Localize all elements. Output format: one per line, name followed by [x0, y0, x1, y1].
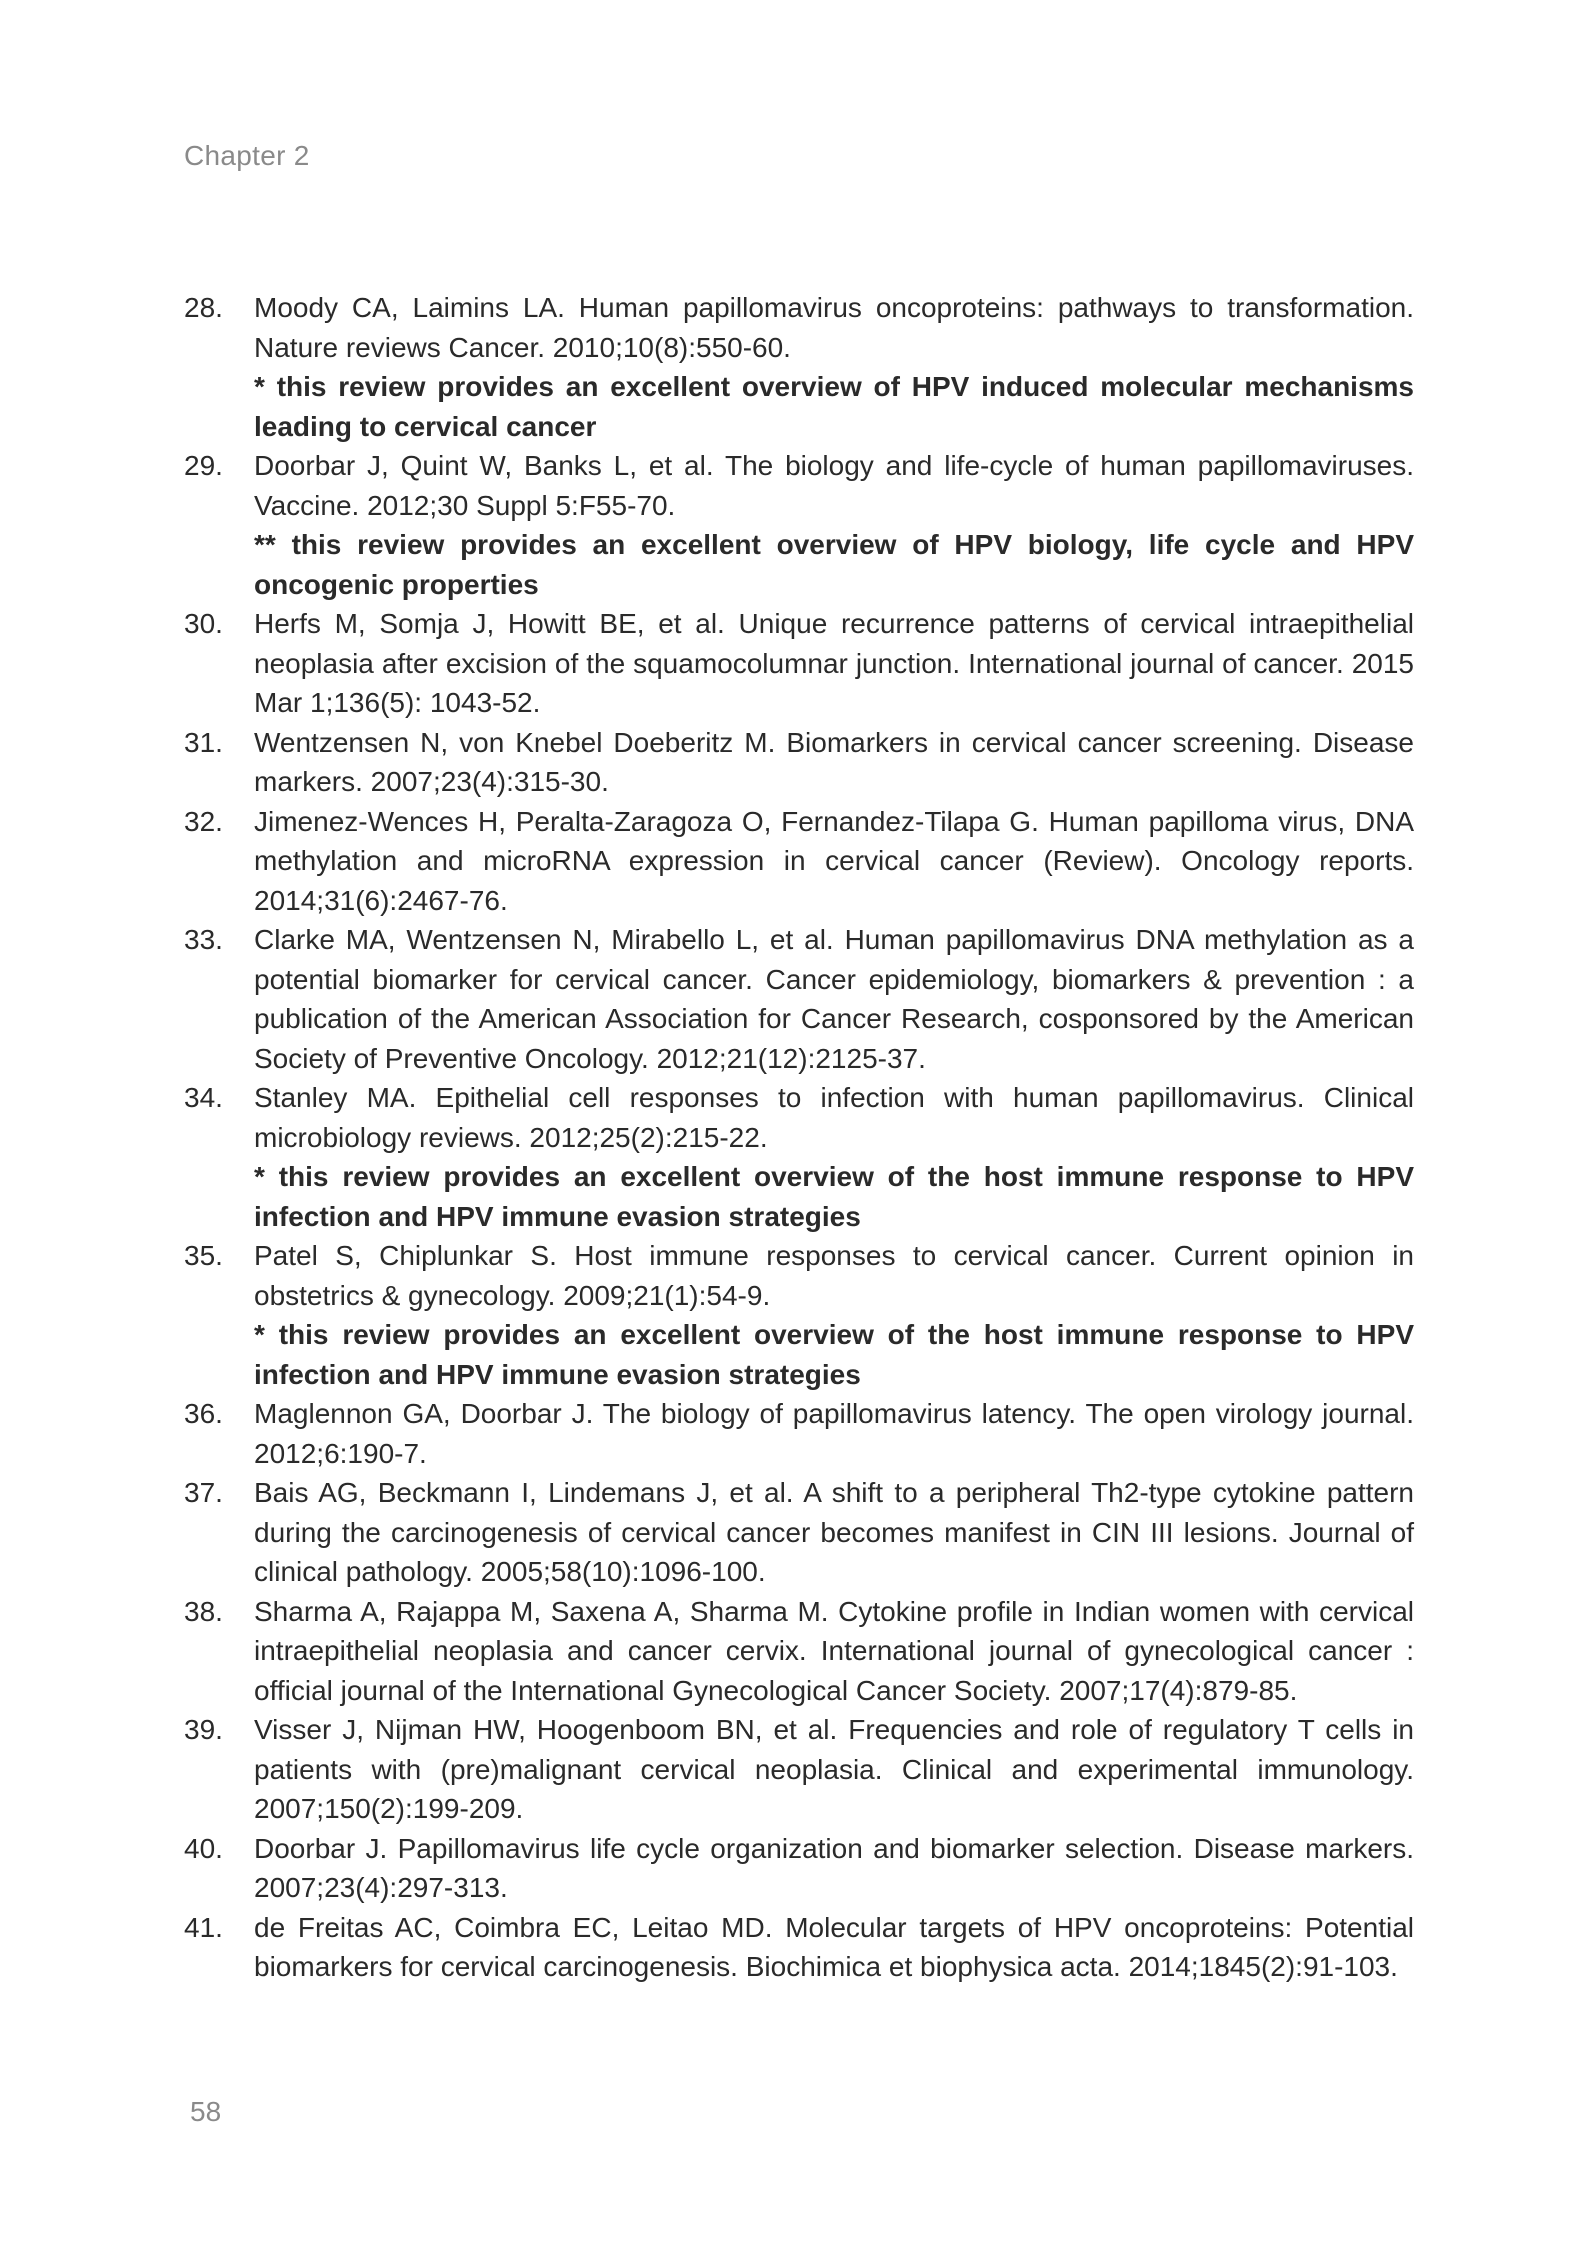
reference-item — [184, 1078, 1414, 1236]
reference-number: 37. — [184, 1477, 223, 1508]
reference-item — [184, 723, 1414, 802]
reference-number: 28. — [184, 292, 223, 323]
reference-number: 35. — [184, 1240, 223, 1271]
reference-citation: Doorbar J, Quint W, Banks L, et al. The biology and life-cycle of human papillomaviruses. Vaccine. 2012;30 Suppl 5:F55-70. — [254, 450, 1414, 521]
reference-number: 30. — [184, 608, 223, 639]
reference-item — [184, 1236, 1414, 1394]
reference-number: 40. — [184, 1832, 223, 1864]
reference-citation: Maglennon GA, Doorbar J. The biology of papillomavirus latency. The open virology journal. 2012;6:190-7. — [254, 1398, 1414, 1469]
reference-citation: Doorbar J. Papillomavirus life cycle organization and biomarker selection. Disease markers. 2007;23(4):297-313. — [254, 1832, 1414, 1903]
reference-item — [184, 920, 1414, 1078]
reference-item — [184, 1473, 1414, 1592]
reference-citation: Wentzensen N, von Knebel Doeberitz M. Biomarkers in cervical cancer screening. Disease markers. 2007;23(4):315-30. — [254, 726, 1414, 797]
reference-number: 34. — [184, 1082, 223, 1113]
reference-number: 32. — [184, 805, 223, 837]
reference-citation: Moody CA, Laimins LA. Human papillomavirus oncoproteins: pathways to transformation. Nature reviews Cancer. 2010;10(8):550-60. — [254, 292, 1414, 363]
reference-number: 31. — [184, 726, 223, 758]
reference-citation: Sharma A, Rajappa M, Saxena A, Sharma M. Cytokine profile in Indian women with cervical intraepithelial neoplasia and cancer cervix. International journal of gynecological cancer : official journal of the International Gynecological Cancer Society. 2007;17(4):879-85. — [254, 1595, 1414, 1706]
reference-item — [184, 288, 1414, 446]
reference-citation: Patel S, Chiplunkar S. Host immune responses to cervical cancer. Current opinion in obstetrics & gynecology. 2009;21(1):54-9. — [254, 1240, 1414, 1311]
reference-item — [184, 1394, 1414, 1473]
reference-number: 39. — [184, 1714, 223, 1745]
reference-item — [184, 1592, 1414, 1711]
reference-citation: de Freitas AC, Coimbra EC, Leitao MD. Molecular targets of HPV oncoproteins: Potential biomarkers for cervical carcinogenesis. Biochimica et biophysica acta. 2014;1845(2):91-103. — [254, 1911, 1414, 1982]
reference-citation: Bais AG, Beckmann I, Lindemans J, et al. A shift to a peripheral Th2-type cytokine pattern during the carcinogenesis of cervical cancer becomes manifest in CIN III lesions. Journal of clinical pathology. 2005;58(10):1096-100. — [254, 1477, 1414, 1587]
reference-citation: Herfs M, Somja J, Howitt BE, et al. Unique recurrence patterns of cervical intraepithelial neoplasia after excision of the squamocolumnar junction. International journal of cancer. 2015 Mar 1;136(5): 1043-52. — [254, 608, 1414, 718]
reference-number: 29. — [184, 450, 223, 481]
reference-annotation: * this review provides an excellent overview of the host immune response to HPV infection and HPV immune evasion strategies — [254, 1161, 1414, 1232]
reference-item — [184, 1829, 1414, 1908]
reference-number: 33. — [184, 924, 223, 955]
reference-item — [184, 1908, 1414, 1987]
reference-item — [184, 446, 1414, 604]
reference-citation: Stanley MA. Epithelial cell responses to infection with human papillomavirus. Clinical microbiology reviews. 2012;25(2):215-22. — [254, 1082, 1414, 1153]
running-head: Chapter 2 — [184, 140, 310, 171]
reference-item — [184, 604, 1414, 723]
reference-number: 36. — [184, 1398, 223, 1429]
reference-number: 38. — [184, 1595, 223, 1627]
reference-citation: Visser J, Nijman HW, Hoogenboom BN, et al. Frequencies and role of regulatory T cells in patients with (pre)malignant cervical neoplasia. Clinical and experimental immunology. 2007;150(2):199-209. — [254, 1714, 1414, 1824]
reference-citation: Jimenez-Wences H, Peralta-Zaragoza O, Fernandez-Tilapa G. Human papilloma virus, DNA methylation and microRNA expression in cervical cancer (Review). Oncology reports. 2014;31(6):2467-76. — [254, 805, 1414, 916]
reference-list — [184, 288, 1414, 1987]
reference-number: 41. — [184, 1911, 223, 1943]
reference-item — [184, 802, 1414, 921]
reference-annotation: ** this review provides an excellent overview of HPV biology, life cycle and HPV oncogenic properties — [254, 529, 1414, 600]
reference-item — [184, 1710, 1414, 1829]
page-number: 58 — [190, 2096, 222, 2127]
reference-annotation: * this review provides an excellent overview of the host immune response to HPV infection and HPV immune evasion strategies — [254, 1319, 1414, 1390]
reference-annotation: * this review provides an excellent overview of HPV induced molecular mechanisms leading to cervical cancer — [254, 371, 1414, 442]
reference-citation: Clarke MA, Wentzensen N, Mirabello L, et al. Human papillomavirus DNA methylation as a potential biomarker for cervical cancer. Cancer epidemiology, biomarkers & prevention : a publication of the American Association for Cancer Research, cosponsored by the American Society of Preventive Oncology. 2012;21(12):2125-37. — [254, 924, 1414, 1074]
